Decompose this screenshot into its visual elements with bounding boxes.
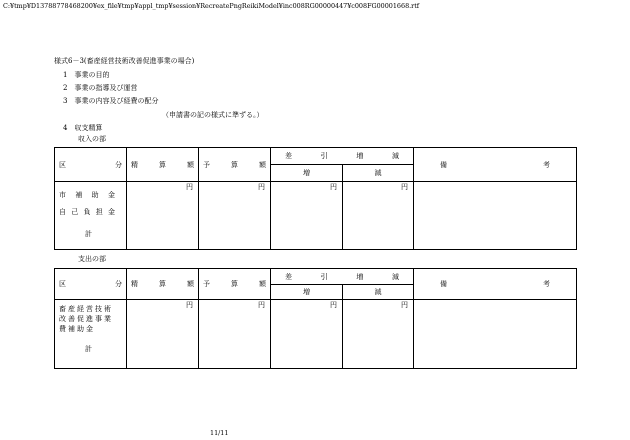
yosan-header: 予 算 額: [199, 269, 271, 300]
file-path-header: C:¥tmp¥D13788778468200¥ex_file¥tmp¥appl_tmp¥session¥RecreatePngReikiModel¥inc008RG00000447¥c008FG00001668.rtf: [3, 2, 420, 10]
income-heading: 収入の部: [78, 135, 106, 143]
income-zou-cell: 円: [271, 182, 343, 250]
expense-heading: 支出の部: [78, 255, 106, 263]
expense-kubun-cell: [55, 300, 127, 369]
yosan-header: 予 算 額: [199, 148, 271, 182]
expense-seisan-cell: 円: [127, 300, 199, 369]
expense-yosan-cell: 円: [199, 300, 271, 369]
expense-table: [54, 268, 577, 369]
zou-header: 増: [271, 165, 343, 182]
item-1: 1 事業の目的: [63, 71, 110, 79]
biko-header: 備 考: [414, 148, 577, 182]
format-note: （申請書の記の様式に準ずる。）: [162, 111, 264, 119]
biko-header: 備 考: [414, 269, 577, 300]
sabiki-header: 差 引 増 減: [271, 269, 414, 285]
gen-header: 減: [343, 285, 414, 300]
income-table: [54, 147, 577, 250]
expense-biko-cell: [414, 300, 577, 369]
zou-header: 増: [271, 285, 343, 300]
seisan-header: 精 算 額: [127, 269, 199, 300]
item-3: 3 事業の内容及び経費の配分: [63, 97, 159, 105]
income-seisan-cell: 円: [127, 182, 199, 250]
page-number: 11/11: [210, 429, 229, 437]
expense-total-label: 計: [85, 345, 92, 354]
expense-row-subsidy: 畜産経営技術 改善促進事業 費補助金: [59, 305, 113, 334]
seisan-header: 精 算 額: [127, 148, 199, 182]
item-2: 2 事業の指導及び運営: [63, 84, 138, 92]
income-yosan-cell: 円: [199, 182, 271, 250]
gen-header: 減: [343, 165, 414, 182]
income-kubun-cell: [55, 182, 127, 250]
income-row-self-burden: 自 己 負 担 金: [59, 208, 115, 216]
sabiki-header: 差 引 増 減: [271, 148, 414, 165]
expense-zou-cell: 円: [271, 300, 343, 369]
expense-gen-cell: 円: [343, 300, 414, 369]
kubun-header: 区 分: [55, 148, 127, 182]
item-4: 4 収支精算: [63, 124, 103, 132]
income-row-city-subsidy: 市 補 助 金: [59, 191, 115, 199]
income-total-label: 計: [85, 230, 92, 238]
income-gen-cell: 円: [343, 182, 414, 250]
kubun-header: 区 分: [55, 269, 127, 300]
income-biko-cell: [414, 182, 577, 250]
form-title: 様式6－3(畜産経営技術改善促進事業の場合): [54, 57, 195, 65]
